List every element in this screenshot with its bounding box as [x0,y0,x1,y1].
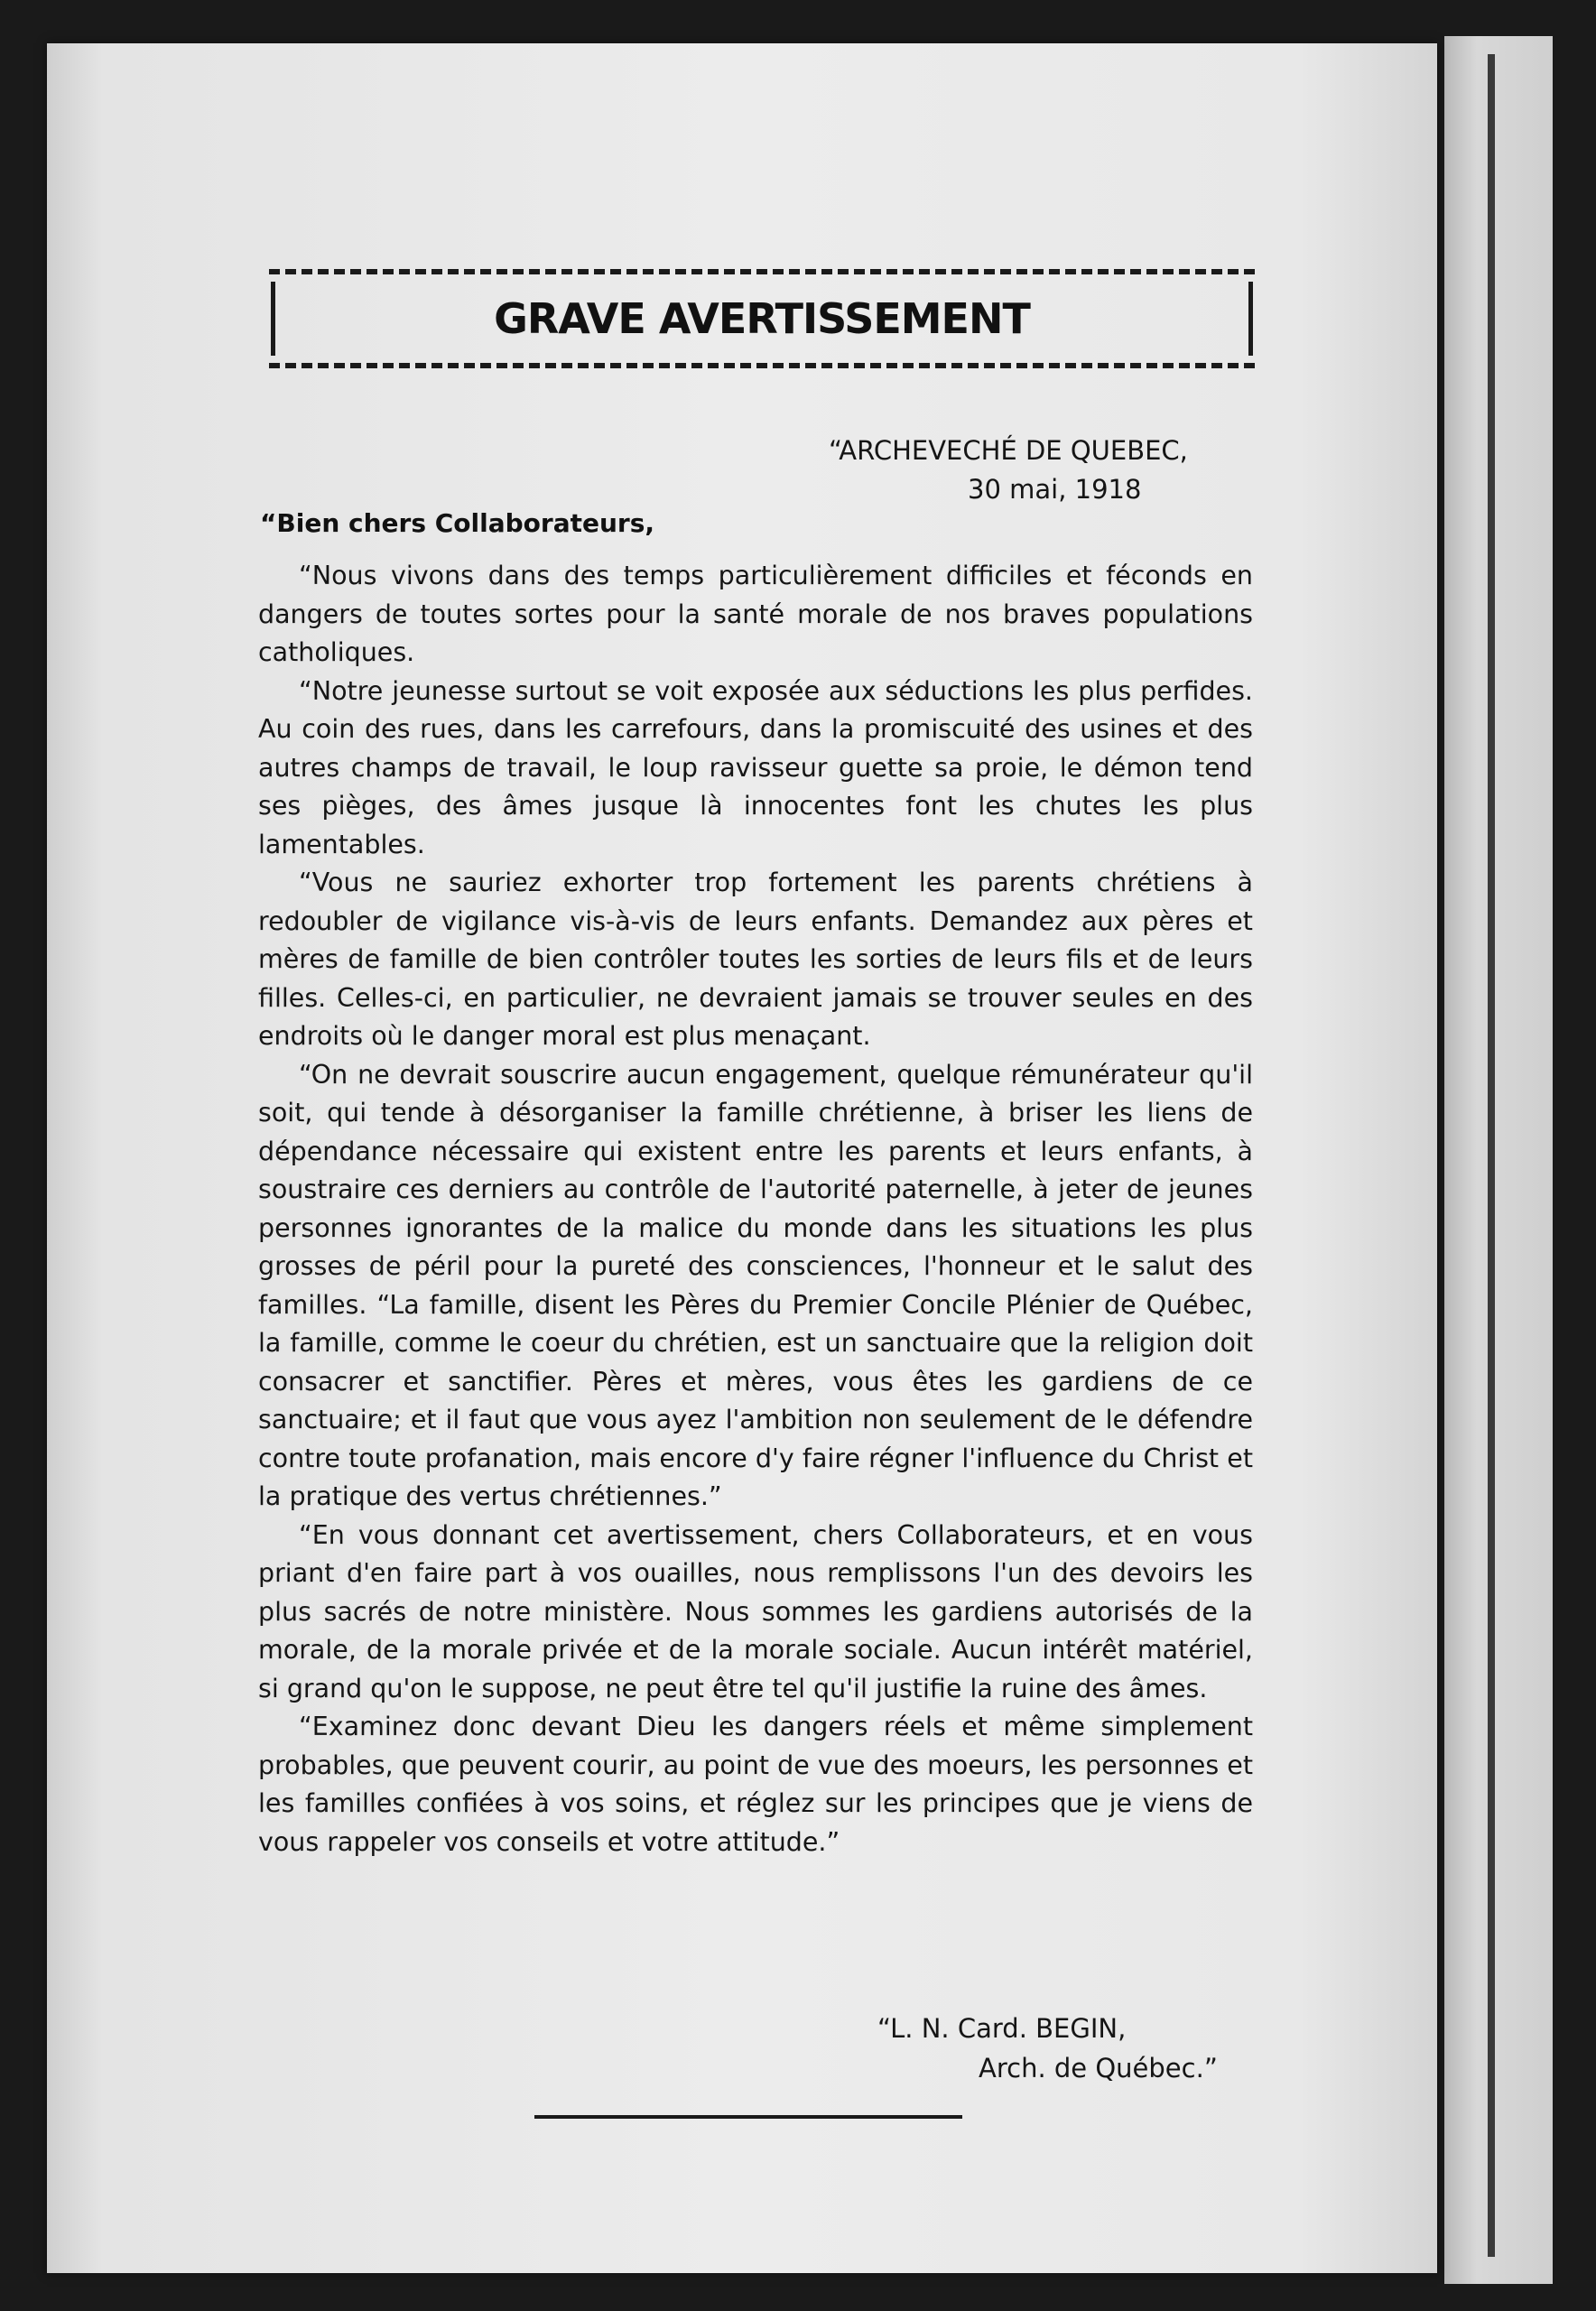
signature-name: “L. N. Card. BEGIN, [877,2013,1127,2044]
page-title: GRAVE AVERTISSEMENT [494,294,1030,343]
salutation: “Bien chers Collaborateurs, [260,508,655,538]
header-place: “ARCHEVECHÉ DE QUEBEC, [829,435,1188,466]
closing-rule [534,2115,962,2119]
paragraph: “On ne devrait souscrire aucun engagement, quelque rémunérateur qu'il soit, qui tende à désorganiser la famille chrétienne, à briser les liens de dépendance nécessaire qui existent entre les parents et leurs enfants, à soustraire ces derniers au contrôle de l'autorité paternelle, à jeter de jeunes personnes ignorantes de la malice du monde dans les situations les plus grosses de péril pour la pureté des consciences, l'honneur et le salut des familles. “La famille, disent les Pères du Premier Concile Plénier de Québec, la famille, comme le coeur du chrétien, est un sanctuaire que la religion doit consacrer et sanctifier. Pères et mères, vous êtes les gardiens de ce sanctuaire; et il faut que vous ayez l'ambition non seulement de le défendre contre toute profanation, mais encore d'y faire régner l'influence du Christ et la pratique des vertus chrétiennes.” [258,1059,1253,1511]
paragraph: “Vous ne sauriez exhorter trop fortement les parents chrétiens à redoubler de vigilance vis-à-vis de leurs enfants. Demandez aux pères et mères de famille de bien contrôler toutes les sorties de leurs fils et de leurs filles. Celles-ci, en particulier, ne devraient jamais se trouver seules en des endroits où le danger moral est plus menaçant. [258,868,1253,1051]
paragraph: “Examinez donc devant Dieu les dangers réels et même simplement probables, que peuvent courir, au point de vue des moeurs, les personnes et les familles confiées à vos soins, et réglez sur les principes que je viens de vous rappeler vos conseils et votre attitude.” [258,1712,1253,1857]
paragraph: “Notre jeunesse surtout se voit exposée aux séductions les plus perfides. Au coin des rues, dans les carrefours, dans la promiscuité des usines et des autres champs de travail, le loup ravisseur guette sa proie, le démon tend ses pièges, des âmes jusque là innocentes font les chutes les plus lamentables. [258,675,1253,859]
paragraph: “En vous donnant cet avertissement, chers Collaborateurs, et en vous priant d'en faire part à vos ouailles, nous remplissons l'un des devoirs les plus sacrés de notre ministère. Nous sommes les gardiens autorisés de la morale, de la morale privée et de la morale sociale. Aucun intérêt matériel, si grand qu'on le suppose, ne peut être tel qu'il justifie la ruine des âmes. [258,1519,1253,1703]
title-frame [269,269,1255,368]
page-gutter [1488,54,1495,2257]
letter-body [258,557,1253,1861]
header-date: 30 mai, 1918 [968,474,1142,505]
adjacent-page [1444,36,1553,2284]
paragraph: “Nous vivons dans des temps particulièrement difficiles et féconds en dangers de toutes sortes pour la santé morale de nos braves populations catholiques. [258,561,1253,667]
signature-title: Arch. de Québec.” [979,2053,1218,2084]
